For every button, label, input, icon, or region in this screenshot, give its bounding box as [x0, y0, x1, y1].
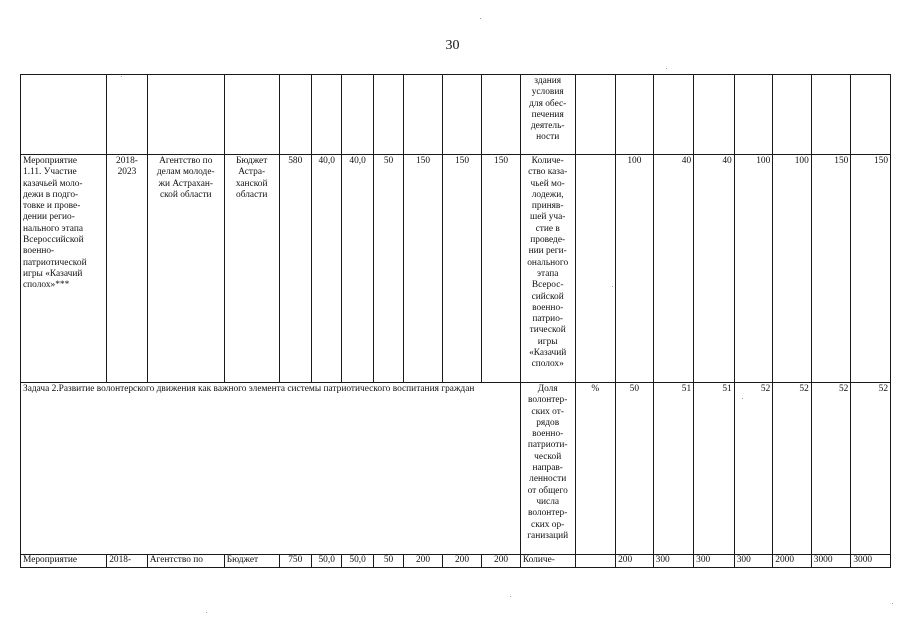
table-row-task-2: [21, 383, 891, 555]
cell-target: 150: [811, 155, 851, 383]
cell-target: [773, 75, 812, 155]
cell-finance: [482, 75, 521, 155]
cell-finance: [279, 75, 311, 155]
cell-target: 51: [694, 383, 735, 555]
cell-finance: 750: [279, 555, 311, 568]
cell-executor: [147, 75, 224, 155]
cell-finance: [342, 75, 373, 155]
scan-speck: [742, 398, 743, 399]
cell-target: [694, 75, 735, 155]
table-row-event-1-11: [21, 155, 891, 383]
cell-unit: [575, 75, 616, 155]
scan-speck: [510, 596, 511, 597]
cell-indicator: Количе- ство каза- чьей мо- лодежи, приняв- шей уча- стие в проведе- нии реги- онального этапа Всерос- сийской военно- патрио- тической игры «Казачий сполох»: [520, 155, 575, 383]
scan-speck: [666, 68, 667, 69]
cell-target: 40: [653, 155, 694, 383]
scan-speck: [892, 603, 893, 604]
scan-speck: [612, 286, 613, 287]
cell-target: [811, 75, 851, 155]
cell-finance: [373, 75, 403, 155]
cell-period: 2018-: [107, 555, 148, 568]
scan-speck: [121, 76, 122, 77]
cell-target: 150: [851, 155, 891, 383]
cell-finance: 50,0: [342, 555, 373, 568]
cell-target: 300: [734, 555, 773, 568]
cell-indicator: Доля волонтер- ских от- рядов военно- патриоти- ческой направ- ленности от общего числа волонтер- ских ор- ганизаций: [520, 383, 575, 555]
cell-period: 2018- 2023: [107, 155, 148, 383]
cell-event: Мероприятие 1.11. Участие казачьей моло- дежи в подго- товке и прове- дении регио- нального этапа Всероссийской военно- патриотической игры «Казачий сполох»***: [21, 155, 107, 383]
scan-speck: [206, 612, 207, 613]
cell-finance: 50: [373, 155, 403, 383]
cell-target: 52: [734, 383, 773, 555]
table-row-next-event: [21, 555, 891, 568]
cell-executor: Агентство по: [147, 555, 224, 568]
cell-task: Задача 2.Развитие волонтерского движения как важного элемента системы патриотического воспитания граждан: [21, 383, 521, 555]
cell-target: 3000: [851, 555, 891, 568]
cell-target: 40: [694, 155, 735, 383]
cell-target: [734, 75, 773, 155]
cell-target: [616, 75, 654, 155]
cell-finance: 580: [279, 155, 311, 383]
cell-target: 2000: [773, 555, 812, 568]
cell-indicator: здания условия для обес- печения деятель- ности: [520, 75, 575, 155]
cell-target: 200: [616, 555, 654, 568]
cell-finance: 50: [373, 555, 403, 568]
cell-unit: [575, 155, 616, 383]
cell-finance: 50,0: [311, 555, 341, 568]
cell-source: Бюджет: [224, 555, 279, 568]
cell-target: 100: [734, 155, 773, 383]
cell-target: 52: [811, 383, 851, 555]
cell-finance: 40,0: [311, 155, 341, 383]
cell-unit: %: [575, 383, 616, 555]
cell-finance: 200: [404, 555, 443, 568]
scan-speck: [480, 18, 481, 19]
cell-event: [21, 75, 107, 155]
cell-unit: [575, 555, 616, 568]
cell-target: 51: [653, 383, 694, 555]
cell-target: 300: [694, 555, 735, 568]
cell-finance: 150: [404, 155, 443, 383]
cell-finance: 150: [442, 155, 482, 383]
cell-executor: Агентство по делам молоде- жи Астрахан- ской области: [147, 155, 224, 383]
cell-finance: 200: [482, 555, 521, 568]
cell-finance: 150: [482, 155, 521, 383]
cell-target: 52: [773, 383, 812, 555]
cell-finance: [311, 75, 341, 155]
cell-target: 100: [616, 155, 654, 383]
program-table: [20, 74, 891, 568]
cell-source: [224, 75, 279, 155]
cell-target: [851, 75, 891, 155]
cell-finance: 40,0: [342, 155, 373, 383]
cell-finance: [404, 75, 443, 155]
table-row-continuation: [21, 75, 891, 155]
cell-indicator: Количе-: [520, 555, 575, 568]
cell-event: Мероприятие: [21, 555, 107, 568]
cell-source: Бюджет Астра- ханской области: [224, 155, 279, 383]
cell-target: 52: [851, 383, 891, 555]
cell-finance: [442, 75, 482, 155]
cell-target: [653, 75, 694, 155]
cell-target: 50: [616, 383, 654, 555]
cell-finance: 200: [442, 555, 482, 568]
cell-target: 300: [653, 555, 694, 568]
cell-target: 3000: [811, 555, 851, 568]
cell-target: 100: [773, 155, 812, 383]
page-number: 30: [445, 38, 460, 53]
cell-period: [107, 75, 148, 155]
